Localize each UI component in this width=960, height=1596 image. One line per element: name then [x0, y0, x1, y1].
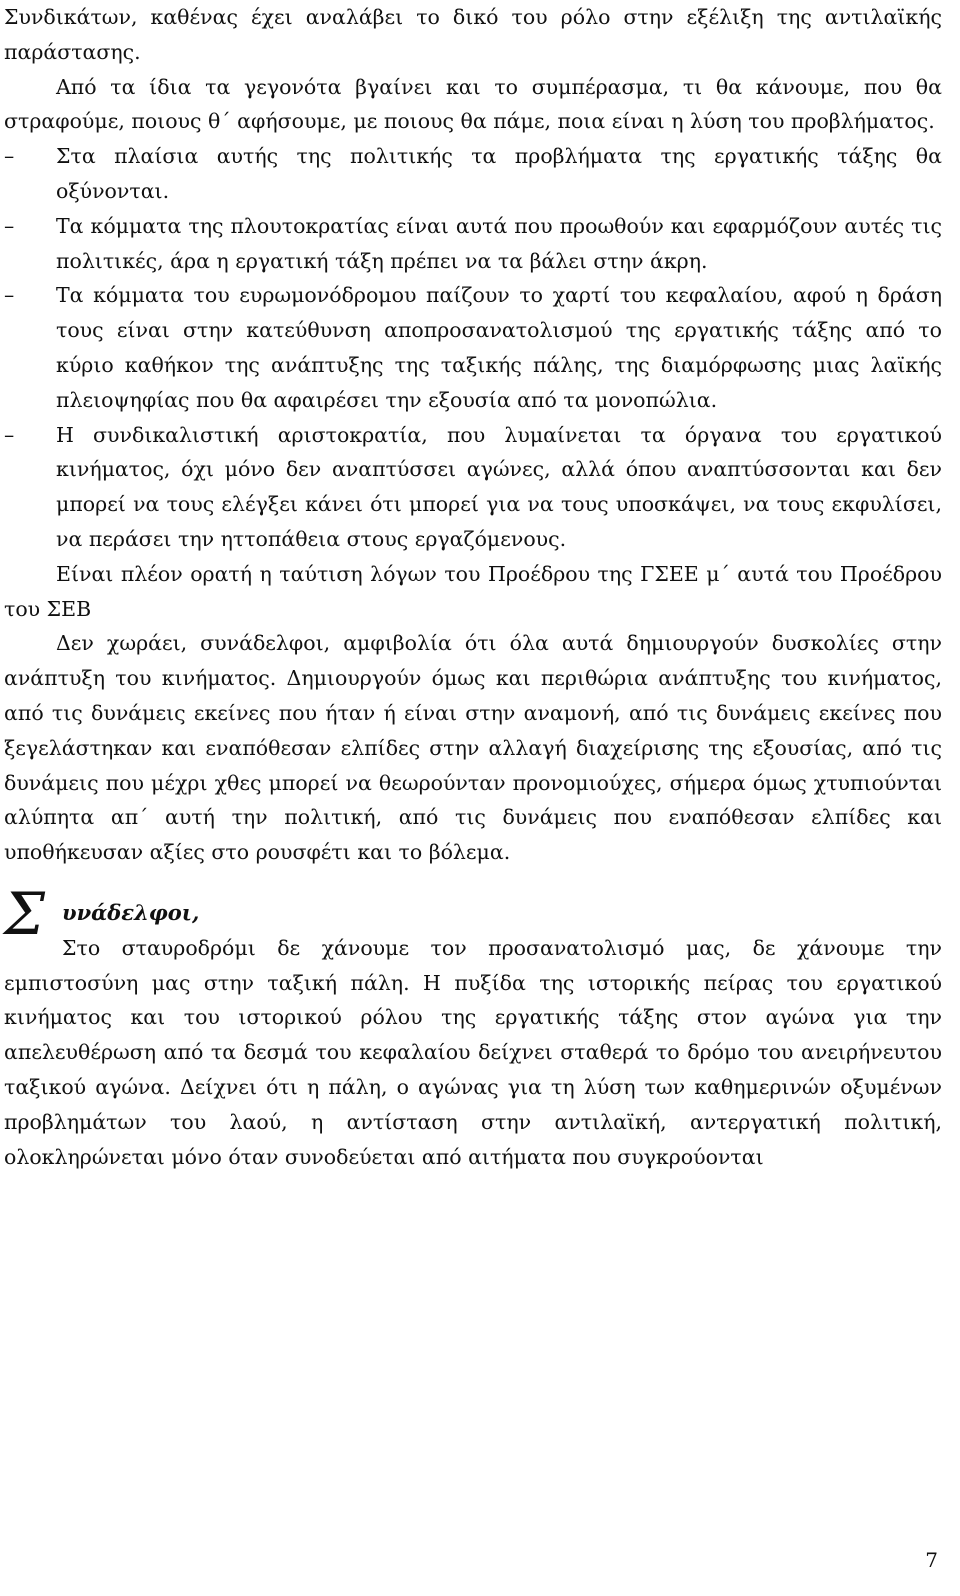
paragraph-crossroads: Στο σταυροδρόμι δε χάνουμε τον προσανατολισμό μας, δε χάνουμε την εμπιστοσύνη μας στην ταξική πάλη. Η πυξίδα της ιστορικής πείρας του εργατικού κινήματος και του ιστορικού ρόλου της εργατικής τάξης στον αγώνα για την απελευθέρωση από τα δεσμά του κεφαλαίου δείχνει σταθερά το δρόμο του ανειρήνευτου ταξικού αγώνα. Δείχνει ότι η πάλη, ο αγώνας για τη λύση των καθημερινών οξυμένων προβλημάτων του λαού, η αντίσταση στην αντιλαϊκή, αντεργατική πολιτική, ολοκληρώνεται μόνο όταν συνοδεύεται από αιτήματα που συγκρούονται — [4, 935, 942, 1169]
dash-marker: – — [4, 213, 15, 238]
document-page — [4, 0, 942, 1174]
greeting-heading — [4, 879, 942, 948]
dash-marker: – — [4, 422, 15, 447]
paragraph-conclusion: Από τα ίδια τα γεγονότα βγαίνει και το συμπέρασμα, τι θα κάνουμε, που θα στραφούμε, ποιους θ΄ αφήσουμε, με ποιους θα πάμε, ποια είναι η λύση του προβλήματος. — [4, 74, 942, 134]
page-number: 7 — [925, 1548, 938, 1572]
bullet-text: Τα κόμματα της πλουτοκρατίας είναι αυτά που προωθούν και εφαρμόζουν αυτές τις πολιτικές, άρα η εργατική τάξη πρέπει να τα βάλει στην άκρη. — [56, 213, 942, 273]
bullet-item — [4, 139, 942, 209]
bullet-item — [4, 209, 942, 279]
greeting-word: υνάδελφοι, — [62, 899, 200, 925]
bullet-text: Η συνδικαλιστική αριστοκρατία, που λυμαίνεται τα όργανα του εργατικού κινήματος, όχι μόνο δεν αναπτύσσει αγώνες, αλλά όπου αναπτύσσονται και δεν μπορεί να τους ελέγξει κάνει ότι μπορεί για να τους υποσκάψει, να τους εκφυλίσει, να περάσει την ηττοπάθεια στους εργαζόμενους. — [56, 422, 942, 551]
bullet-text: Στα πλαίσια αυτής της πολιτικής τα προβλήματα της εργατικής τάξης θα οξύνονται. — [56, 144, 942, 203]
paragraph-gsee: Είναι πλέον ορατή η ταύτιση λόγων του Προέδρου της ΓΣΕΕ μ΄ αυτά του Προέδρου του ΣΕΒ — [4, 561, 942, 621]
section-gap — [4, 870, 942, 892]
paragraph-continued: Συνδικάτων, καθένας έχει αναλάβει το δικό του ρόλο στην εξέλιξη της αντιλαϊκής παράστασης. — [4, 5, 942, 64]
bullet-item — [4, 418, 942, 557]
paragraph-difficulties: Δεν χωράει, συνάδελφοι, αμφιβολία ότι όλα αυτά δημιουργούν δυσκολίες στην ανάπτυξη του κινήματος. Δημιουργούν όμως και περιθώρια ανάπτυξης του κινήματος, από τις δυνάμεις εκείνες που ήταν ή είναι στην αναμονή, από τις δυνάμεις εκείνες που ξεγελάστηκαν και εναπόθεσαν ελπίδες στην αλλαγή διαχείρισης της εξουσίας, από τις δυνάμεις που μέχρι χθες μπορεί να θεωρούνταν προνομιούχες, σήμερα όμως χτυπιούνται αλύπητα απ΄ αυτή την πολιτική, από τις δυνάμεις που εναπόθεσαν ελπίδες και υποθήκευσαν αξίες στο ρουσφέτι και το βόλεμα. — [4, 631, 942, 865]
bullet-item — [4, 278, 942, 417]
dash-marker: – — [4, 283, 15, 308]
sigma-drop-cap: Σ — [4, 879, 46, 948]
dash-marker: – — [4, 144, 15, 169]
bullet-text: Τα κόμματα του ευρωμονόδρομου παίζουν το χαρτί του κεφαλαίου, αφού η δράση τους είναι στην κατεύθυνση αποπροσανατολισμού της εργατικής τάξης από το κύριο καθήκον της ανάπτυξης της ταξικής πάλης, της διαμόρφωσης μιας λαϊκής πλειοψηφίας που θα αφαιρέσει την εξουσία από τα μονοπώλια. — [56, 283, 942, 412]
